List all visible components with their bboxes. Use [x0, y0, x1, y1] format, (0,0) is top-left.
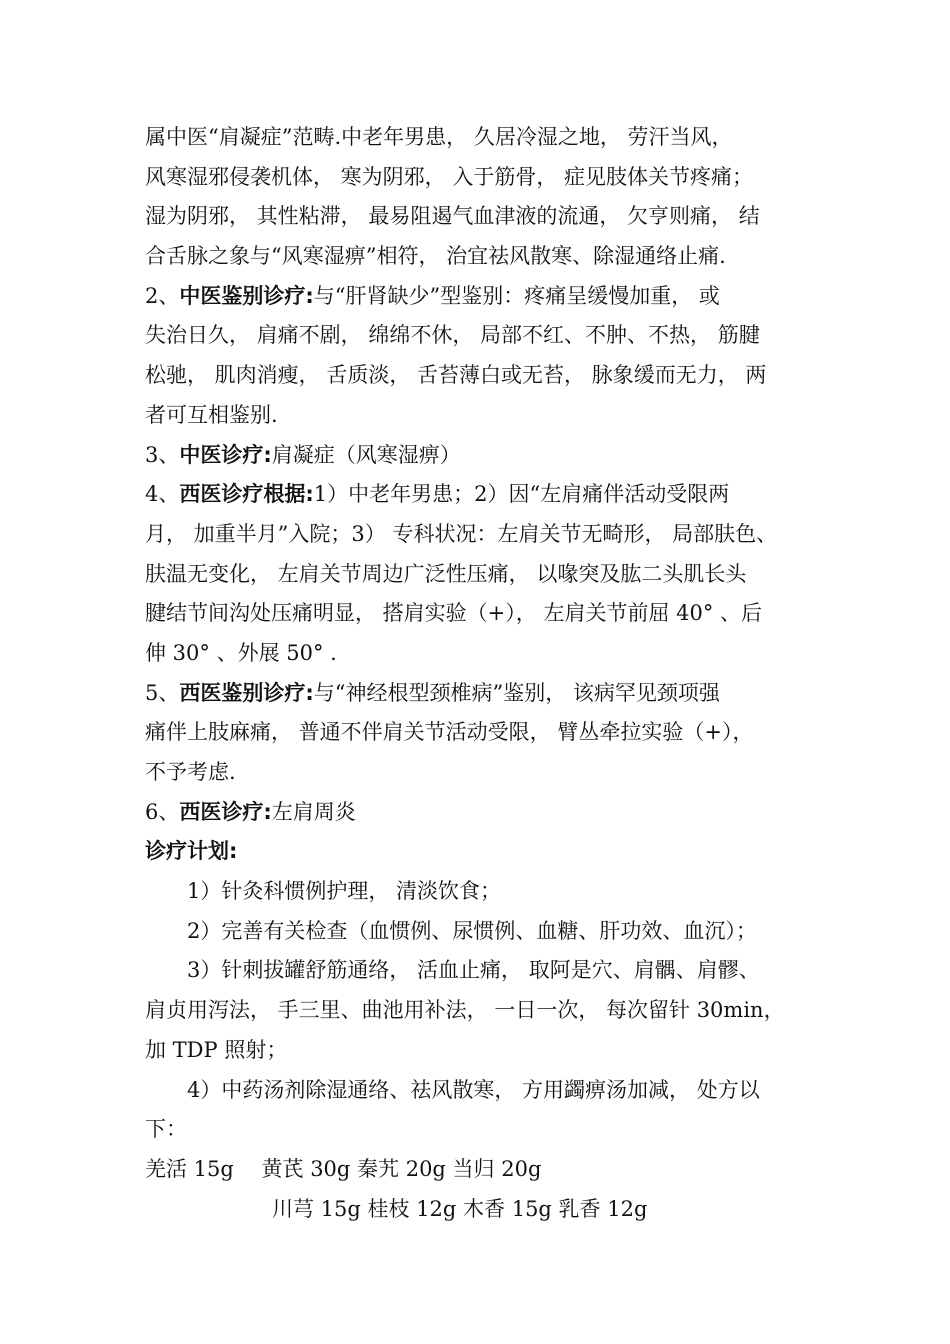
- prescription-row-1: 羌活 15g 黄芪 30g 秦艽 20g 当归 20g: [145, 1156, 542, 1181]
- item2-title: 中医鉴别诊疗:: [179, 283, 314, 308]
- item5-line-2: 痛伴上肢麻痛， 普通不伴肩关节活动受限， 臂丛牵拉实验（+），: [145, 720, 754, 745]
- item3-text: 肩凝症（风寒湿痹）: [271, 442, 461, 467]
- para1-line-2: 风寒湿邪侵袭机体， 寒为阴邪， 入于筋骨， 症见肢体关节疼痛；: [145, 164, 754, 189]
- prescription-row-2: 川芎 15g 桂枝 12g 木香 15g 乳香 12g: [272, 1196, 648, 1221]
- item2-line-2: 失治日久， 肩痛不剧， 绵绵不休， 局部不红、不肿、不热， 筋腱: [145, 323, 760, 348]
- plan-step-2: 2）完善有关检查（血惯例、尿惯例、血糖、肝功效、血沉）；: [187, 918, 757, 943]
- plan-heading: 诊疗计划:: [145, 839, 238, 864]
- plan-step-4-cont: 下：: [145, 1117, 187, 1142]
- item2-number: 2、: [145, 283, 180, 308]
- item6-title: 西医诊疗:: [179, 799, 272, 824]
- item4-text: 1）中老年男患；2）因“左肩痛伴活动受限两: [313, 482, 730, 507]
- document-body: [145, 118, 835, 1229]
- item5-line-3: 不予考虑.: [145, 760, 236, 784]
- plan-step-1: 1）针灸科惯例护理， 清淡饮食；: [187, 879, 502, 904]
- item4-line-2: 月， 加重半月”入院；3） 专科状况：左肩关节无畸形， 局部肤色、: [145, 521, 778, 546]
- item4-number: 4、: [145, 482, 180, 507]
- item5-line-1: [145, 674, 835, 714]
- item2-text: 与“肝肾缺少”型鉴别：疼痛呈缓慢加重， 或: [313, 283, 720, 308]
- item3-line: [145, 436, 835, 476]
- para1-line-3: 湿为阴邪， 其性粘滞， 最易阻遏气血津液的流通， 欠亨则痛， 结: [145, 204, 760, 229]
- para1-line-4: 合舌脉之象与“风寒湿痹”相符， 治宜祛风散寒、除湿通络止痛.: [145, 244, 726, 269]
- plan-step-3-cont-1: 肩贞用泻法， 手三里、曲池用补法， 一日一次， 每次留针 30min，: [145, 998, 785, 1023]
- item4-line-5: 伸 30° 、外展 50° .: [145, 640, 337, 665]
- item6-text: 左肩周炎: [271, 799, 356, 824]
- para1-line-1: 属中医“肩凝症”范畴.中老年男患， 久居冷湿之地， 劳汗当风，: [145, 125, 733, 149]
- item3-title: 中医诊疗:: [179, 442, 272, 467]
- item4-line-4: 腱结节间沟处压痛明显， 搭肩实验（+）， 左肩关节前屈 40° 、后: [145, 601, 763, 626]
- plan-step-3-cont-2: 加 TDP 照射；: [145, 1037, 288, 1062]
- item5-number: 5、: [145, 680, 180, 705]
- item4-line-1: [145, 475, 835, 515]
- plan-step-3: 3）针刺拔罐舒筋通络， 活血止痛， 取阿是穴、肩髃、肩髎、: [187, 958, 760, 983]
- item2-line-3: 松驰， 肌肉消瘦， 舌质淡， 舌苔薄白或无苔， 脉象缓而无力， 两: [145, 363, 767, 388]
- plan-step-4: 4）中药汤剂除湿通络、祛风散寒， 方用蠲痹汤加减， 处方以: [187, 1077, 760, 1102]
- item3-number: 3、: [145, 442, 180, 467]
- item6-number: 6、: [145, 799, 180, 824]
- item5-text: 与“神经根型颈椎病”鉴别， 该病罕见颈项强: [313, 680, 720, 705]
- item4-title: 西医诊疗根据:: [179, 482, 314, 507]
- item2-line-4: 者可互相鉴别.: [145, 402, 278, 427]
- item6-line: [145, 793, 835, 833]
- item2-line-1: [145, 277, 835, 317]
- item5-title: 西医鉴别诊疗:: [179, 680, 314, 705]
- item4-line-3: 肤温无变化， 左肩关节周边广泛性压痛， 以喙突及肱二头肌长头: [145, 561, 747, 586]
